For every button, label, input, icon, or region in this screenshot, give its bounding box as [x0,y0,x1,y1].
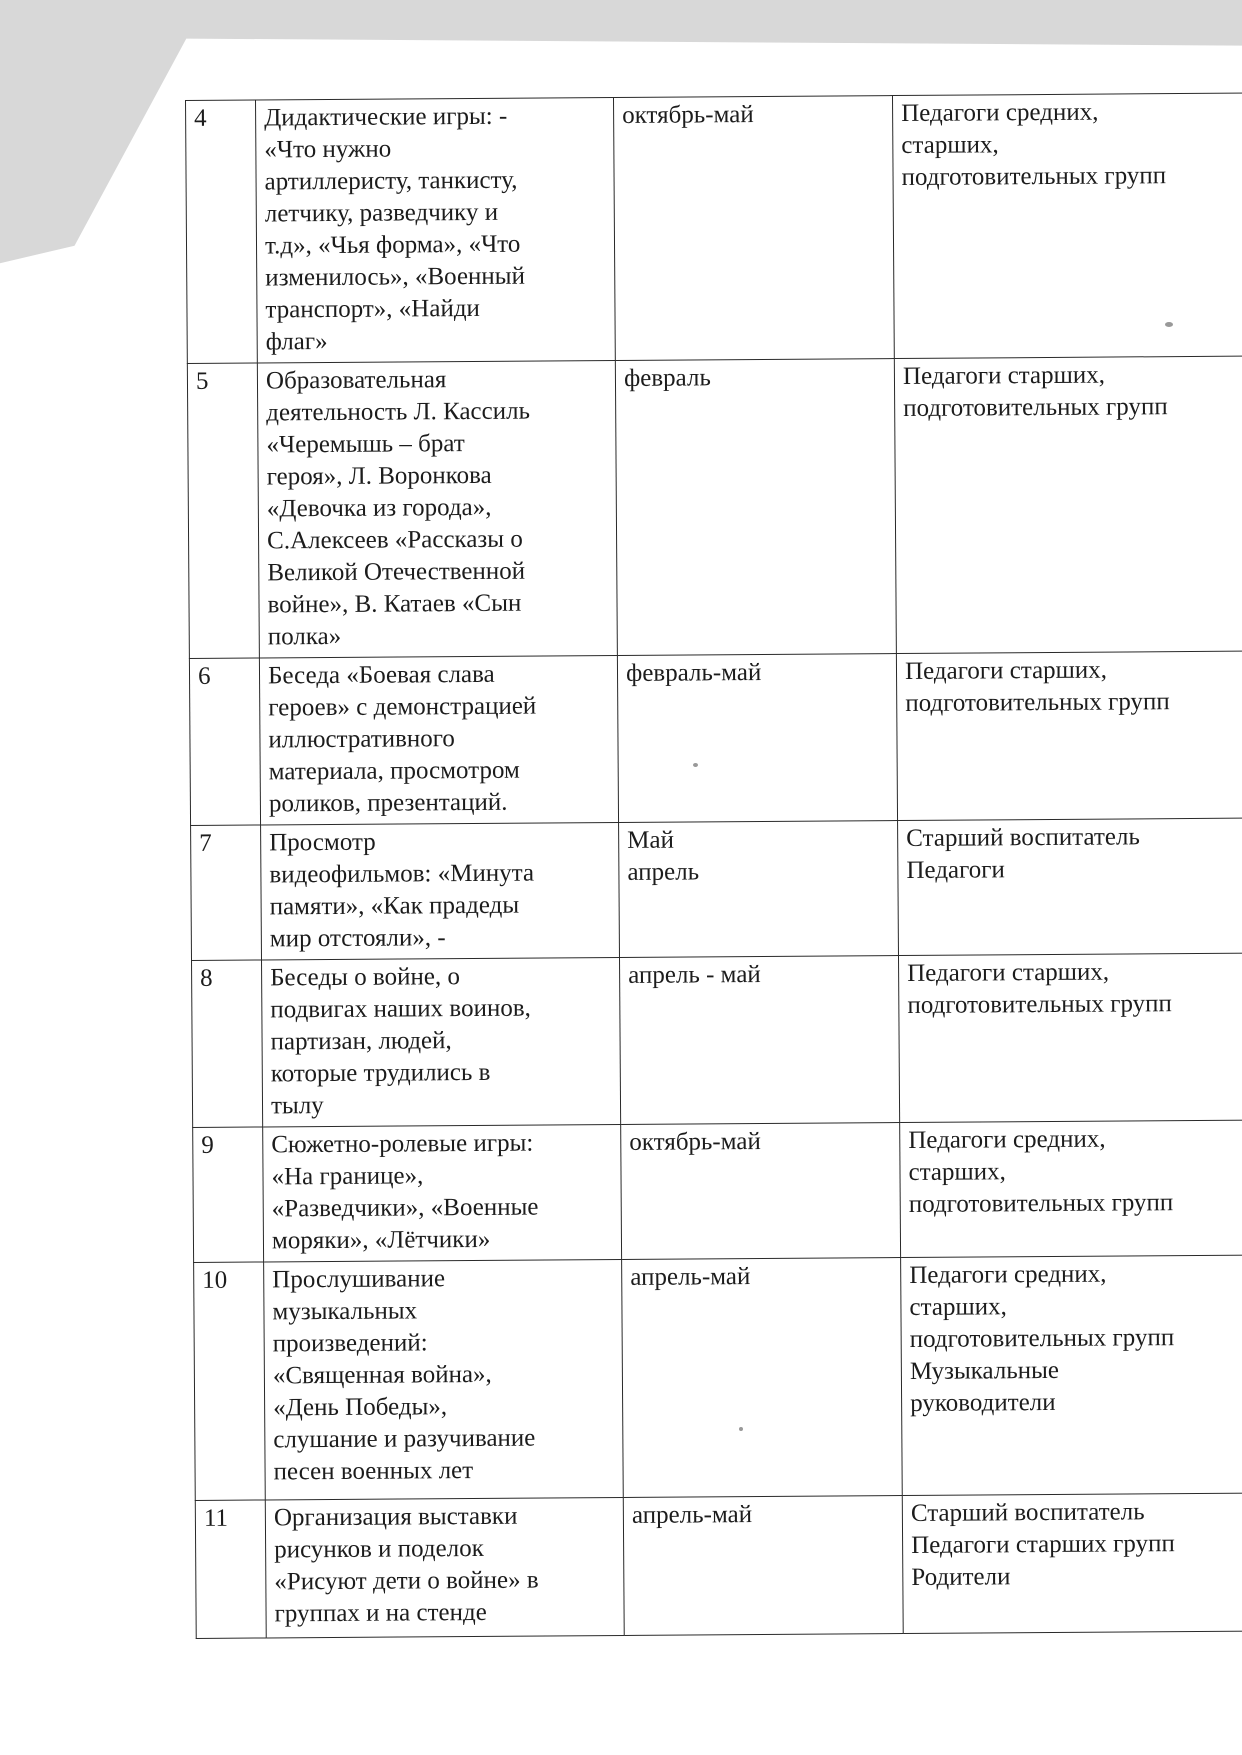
period-cell: апрель-май [622,1258,903,1498]
period-cell: апрель - май [620,956,900,1125]
row-number: 8 [192,960,263,1127]
table-row [187,356,1242,659]
activity-cell: Организация выставки рисунков и поделок «Рисуют дети о войне» в группах и на стенде [265,1497,624,1637]
scan-speck [1165,322,1173,327]
period-cell: февраль-май [617,654,897,823]
row-number: 10 [194,1262,266,1500]
responsible-cell: Педагоги средних, старших, подготовительных групп Музыкальные руководители [901,1255,1242,1496]
activity-cell: Беседа «Боевая слава героев» с демонстрацией иллюстративного материала, просмотром роликов, презентаций. [259,655,618,824]
scan-speck [739,1427,743,1431]
responsible-cell: Старший воспитатель Педагоги старших групп Родители [902,1493,1242,1634]
table-row [192,953,1242,1128]
row-number: 5 [187,363,259,658]
document-page [185,93,1242,1660]
table-row [186,93,1242,364]
row-number: 9 [193,1127,264,1262]
table-row [195,1493,1242,1639]
responsible-cell: Педагоги старших, подготовительных групп [899,953,1242,1123]
period-cell: апрель-май [623,1496,903,1636]
responsible-cell: Педагоги старших, подготовительных групп [896,651,1242,821]
responsible-cell: Старший воспитатель Педагоги [898,818,1242,956]
responsible-cell: Педагоги средних, старших, подготовительных групп [893,93,1242,359]
period-cell: февраль [615,359,896,656]
scan-speck [693,763,698,767]
period-cell: Май апрель [619,821,899,958]
activity-cell: Беседы о войне, о подвигах наших воинов, партизан, людей, которые трудились в тылу [262,957,621,1126]
responsible-cell: Педагоги старших, подготовительных групп [894,356,1242,654]
period-cell: октябрь-май [621,1123,901,1260]
activity-cell: Образовательная деятельность Л. Кассиль «Черемышь – брат героя», Л. Воронкова «Девочка из города», С.Алексеев «Рассказы о Великой Отечественной войне», В. Катаев «Сын полка» [257,361,617,658]
row-number: 7 [191,825,262,960]
activity-plan-table [185,92,1242,1639]
table-row [193,1120,1242,1263]
responsible-cell: Педагоги средних, старших, подготовительных групп [900,1120,1242,1258]
table-row [194,1255,1242,1501]
period-cell: октябрь-май [614,96,895,361]
activity-cell: Сюжетно-ролевые игры: «На границе», «Разведчики», «Военные моряки», «Лётчики» [263,1124,622,1261]
table-row [189,651,1242,826]
row-number: 6 [189,658,260,825]
table-row [191,818,1242,961]
activity-cell: Прослушивание музыкальных произведений: «Священная война», «День Победы», слушание и разучивание песен военных лет [264,1259,624,1499]
row-number: 11 [195,1500,266,1638]
activity-cell: Дидактические игры: - «Что нужно артиллеристу, танкисту, летчику, разведчику и т.д», «Чья форма», «Что изменилось», «Военный транспорт», «Найди флаг» [256,98,616,363]
activity-cell: Просмотр видеофильмов: «Минута памяти», «Как прадеды мир отстояли», - [261,822,620,959]
row-number: 4 [186,100,258,363]
